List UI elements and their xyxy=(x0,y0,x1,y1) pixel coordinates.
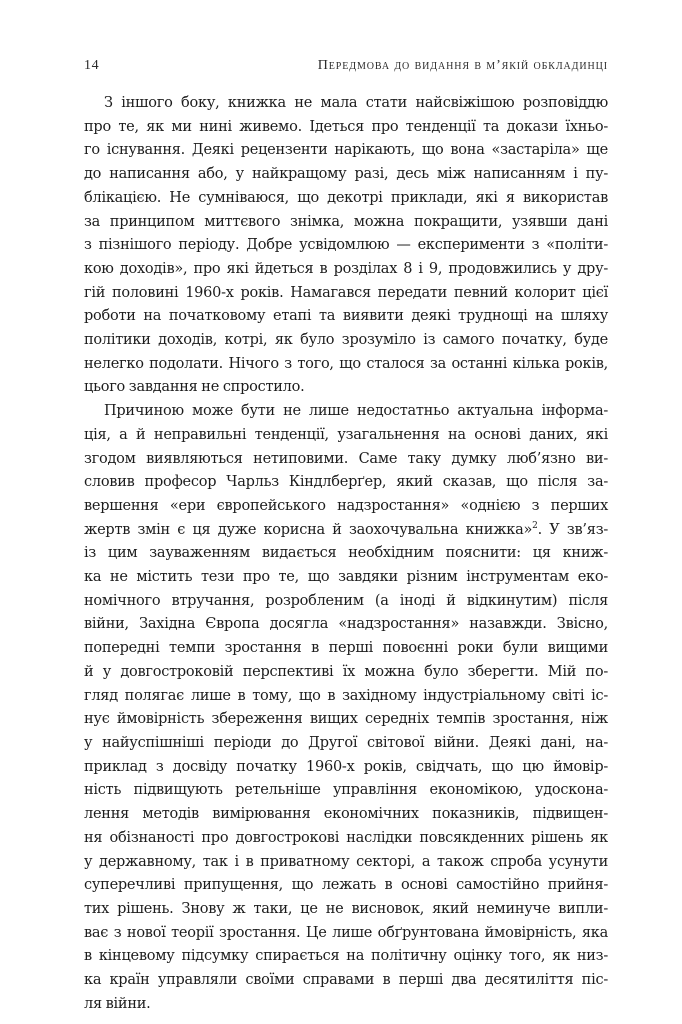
text-line: й у довгостроковій перспективі їх можна було зберегти. Мій по- xyxy=(84,663,608,680)
text-line: ня обізнаності про довгострокові наслідки повсякденних рішень як xyxy=(84,829,608,846)
line-text: жертв змін є ця дуже корисна й заохочувальна книжка» xyxy=(84,521,533,538)
text-line: гій половині 1960-х років. Намагався передати певний колорит цієї xyxy=(84,284,608,301)
line-tail: . У зв’яз- xyxy=(537,521,609,538)
paragraph-2 xyxy=(84,400,608,1016)
text-line: ція, а й неправильні тенденції, узагальнення на основі даних, які xyxy=(84,426,608,443)
text-line: війни, Західна Європа досягла «надзростання» назавжди. Звісно, xyxy=(84,616,608,633)
text-line: ває з нової теорії зростання. Це лише обґрунтована ймовірність, яка xyxy=(84,924,608,941)
text-line: за принципом миттєвого знімка, можна покращити, узявши дані xyxy=(84,213,608,230)
text-line: нелегко подолати. Нічого з того, що сталося за останні кілька років, xyxy=(84,355,608,372)
text-line: нує ймовірність збереження вищих середніх темпів зростання, ніж xyxy=(84,711,608,728)
text-line: приклад з досвіду початку 1960-х років, свідчать, що цю ймовір- xyxy=(84,758,608,775)
text-line: словив професор Чарльз Кіндлберґер, який сказав, що після за- xyxy=(84,474,608,491)
text-line: Причиною може бути не лише недостатньо актуальна інформа- xyxy=(104,403,608,420)
text-line-with-footnote xyxy=(84,519,608,543)
running-title: Передмова до видання в м’якій обкладинці xyxy=(317,58,608,73)
page-number: 14 xyxy=(84,58,100,73)
text-line: до написання або, у найкращому разі, десь між написанням і пу- xyxy=(84,166,608,183)
running-header xyxy=(84,56,608,76)
text-line: попередні темпи зростання в перші повоєнні роки були вищими xyxy=(84,640,608,657)
text-line: роботи на початковому етапі та виявити деякі труднощі на шляху xyxy=(84,308,608,325)
text-line: з пізнішого періоду. Добре усвідомлюю — експерименти з «політи- xyxy=(84,237,608,254)
text-line: ка країн управляли своїми справами в перші два десятиліття піс- xyxy=(84,972,608,989)
text-line: ля війни. xyxy=(84,995,151,1012)
text-line: тих рішень. Знову ж таки, це не висновок, який неминуче випли- xyxy=(84,900,608,917)
text-line: із цим зауваженням видається необхідним пояснити: ця книж- xyxy=(84,545,608,562)
text-line: ка не містить тези про те, що завдяки різним інструментам еко- xyxy=(84,569,608,586)
text-line: номічного втручання, розробленим (а іноді й відкинутим) після xyxy=(84,592,608,609)
text-line: у державному, так і в приватному секторі, а також спроба усунути xyxy=(84,853,608,870)
text-line: З іншого боку, книжка не мала стати найсвіжішою розповіддю xyxy=(104,95,608,111)
text-line: про те, як ми нині живемо. Ідеться про тенденції та докази їхньо- xyxy=(84,118,608,135)
text-line: суперечливі припущення, що лежать в основі самостійно прийня- xyxy=(84,877,608,894)
paragraph-1 xyxy=(84,92,608,400)
text-line: вершення «ери європейського надзростання» «однією з перших xyxy=(84,497,608,514)
text-line: кою доходів», про які йдеться в розділах 8 і 9, продовжились у дру- xyxy=(84,260,608,277)
body-text xyxy=(84,92,608,1016)
text-line: гляд полягає лише в тому, що в західному індустріальному світі іс- xyxy=(84,687,608,704)
text-line: політики доходів, котрі, як було зрозуміло із самого початку, буде xyxy=(84,332,608,349)
text-line: ність підвищують ретельніше управління економікою, удоскона- xyxy=(84,782,608,799)
footnote-marker: 2 xyxy=(532,520,538,531)
text-line: в кінцевому підсумку спирається на політичну оцінку того, як низ- xyxy=(84,948,608,965)
text-line: згодом виявляються нетиповими. Саме таку думку люб’язно ви- xyxy=(84,450,608,467)
text-line: лення методів вимірювання економічних показників, підвищен- xyxy=(84,806,608,823)
text-line: го існування. Деякі рецензенти нарікають, що вона «застаріла» ще xyxy=(84,142,608,159)
text-line: у найуспішніші періоди до Другої світової війни. Деякі дані, на- xyxy=(84,734,608,751)
text-line: цього завдання не спростило. xyxy=(84,379,305,396)
text-line: блікацією. Не сумніваюся, що декотрі приклади, які я використав xyxy=(84,189,608,206)
